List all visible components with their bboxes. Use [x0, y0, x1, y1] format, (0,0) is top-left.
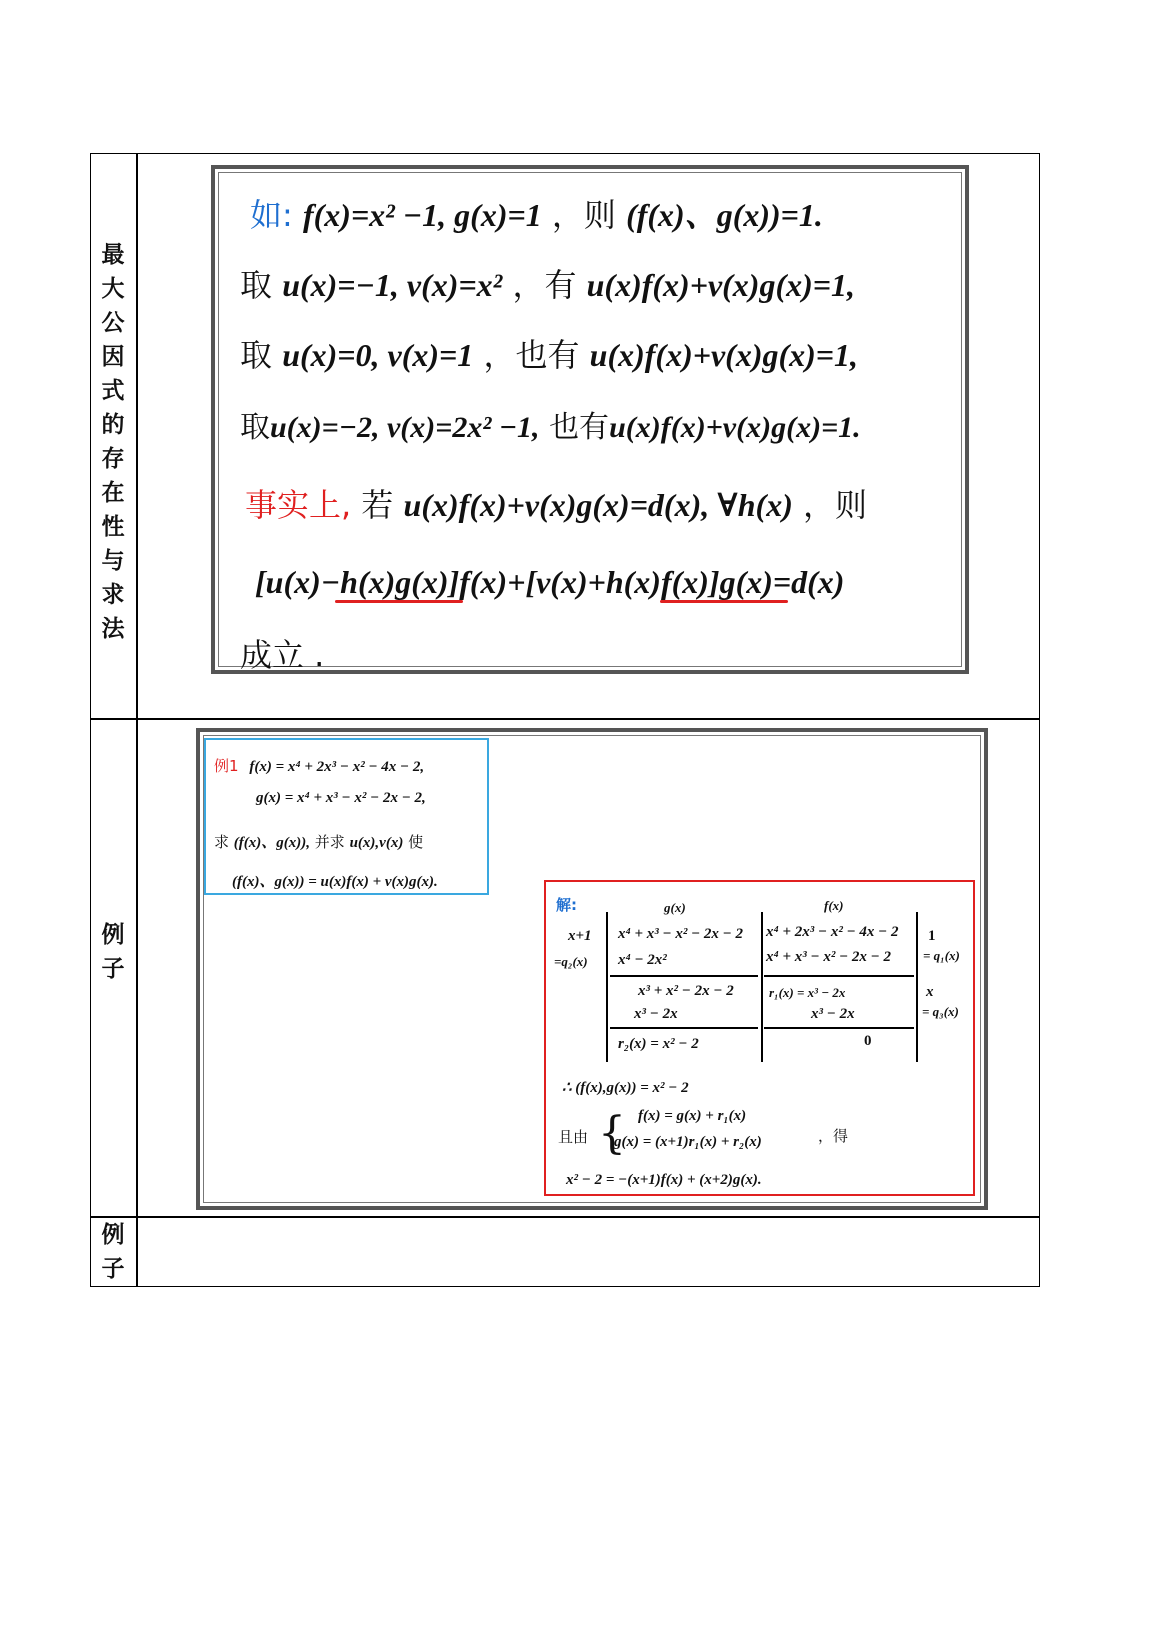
row2-label: 例 子 [101, 922, 125, 982]
line-2: 取 u(x)=−1, v(x)=x² ，有 u(x)f(x)+v(x)g(x)=1, [240, 266, 855, 304]
line-5: 事实上, 若 u(x)f(x)+v(x)g(x)=d(x), ∀h(x) ，则 [245, 486, 868, 524]
fact-red-label: 事实上, [245, 486, 352, 524]
line-4: 取u(x)=−2, v(x)=2x² −1, 也有u(x)f(x)+v(x)g(x)=1. [240, 410, 861, 445]
table-row-divider-2 [90, 1216, 1040, 1218]
underline-hf [660, 600, 788, 603]
table-row-divider-1 [90, 718, 1040, 720]
example-prefix: 如: [250, 196, 293, 234]
solution-box: 解: g(x) f(x) x+1 =q₂(x) x⁴ + x³ − x² − 2x − 2 x⁴ − 2x² x³ + x² − 2x − 2 x³ − 2x r₂(x) = x² − 2 x⁴ + 2x³ − x² − 4x − 2 x⁴ + x³ − x² − 2x − 2 r₁(x) = x³ − 2x x³ − 2x 0 1 = q₁(x) x = q₃(x) ∴ (f(x),g(x)) = x² − 2 且由 { f(x) = g(x) + r₁(x) g(x) = (x+1)r₁(x) + r₂(x) ，得 x² − 2 = −(x+1)f(x) + (x+2)g(x). [544, 880, 975, 1196]
solution-tag: 解: [556, 896, 577, 914]
example-tag: 例1 [214, 757, 239, 775]
brace: { [598, 1108, 626, 1159]
example-box: 例1 f(x) = x⁴ + 2x³ − x² − 4x − 2, g(x) = x⁴ + x³ − x² − 2x − 2, 求 (f(x)、g(x)), 并求 u(x),v(x) 使 (f(x)、g(x)) = u(x)f(x) + v(x)g(x). [204, 738, 489, 895]
line-7: 成立 . [240, 636, 325, 674]
row1-label: 最 大 公 因 式 的 存 在 性 与 求 法 [101, 242, 125, 642]
row3-label: 例 子 [101, 1222, 125, 1282]
line-3: 取 u(x)=0, v(x)=1 ，也有 u(x)f(x)+v(x)g(x)=1, [240, 336, 859, 374]
underline-hg [335, 600, 463, 603]
table-col-divider [136, 153, 138, 1287]
line-6: [u(x)−h(x)g(x)]f(x)+[v(x)+h(x)f(x)]g(x)=d(x) [255, 564, 845, 600]
line-1: 如: f(x)=x² −1, g(x)=1 ，则 (f(x)、g(x))=1. [250, 196, 823, 234]
